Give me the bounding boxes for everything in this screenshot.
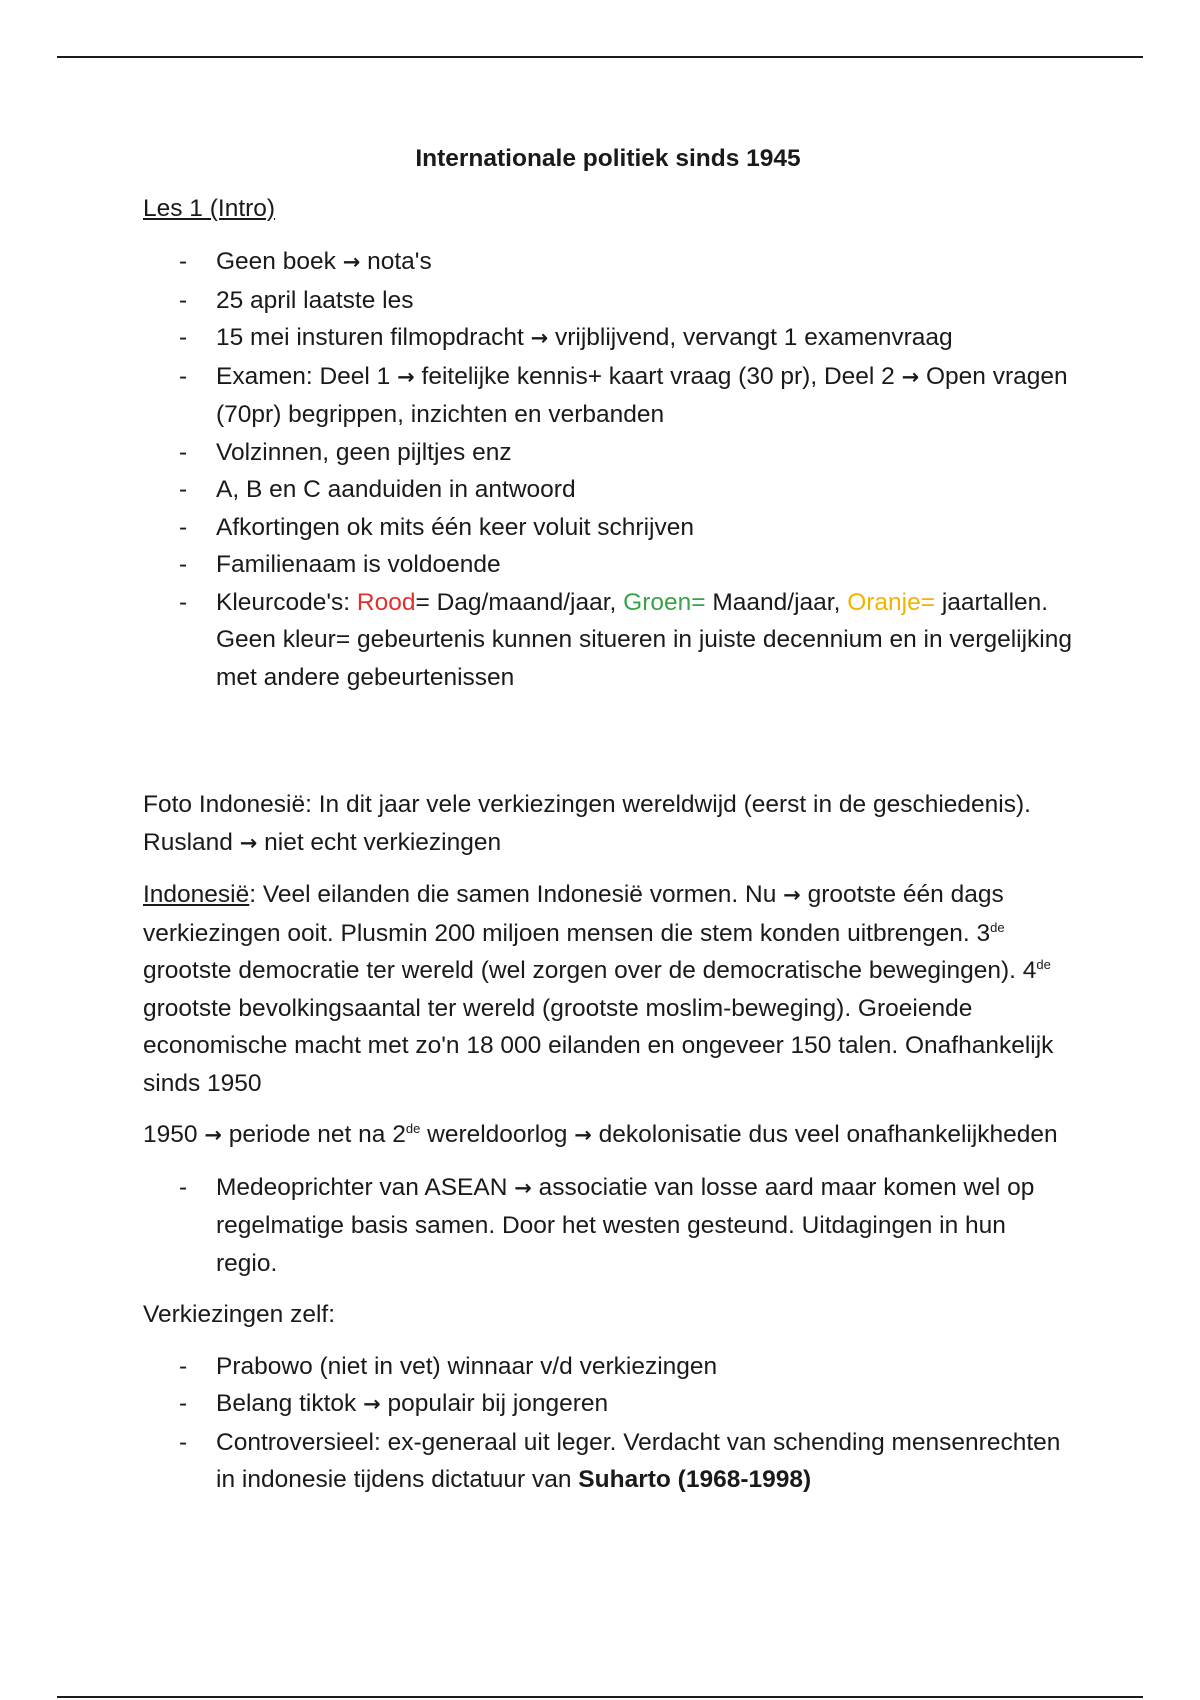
list-item: - Medeoprichter van ASEAN → associatie van losse aard maar komen wel op regelmatige basis samen. Door het westen gesteund. Uitdagingen in hun regio. bbox=[143, 1169, 1073, 1283]
arrow-icon: → bbox=[342, 250, 361, 274]
list-item: - 25 april laatste les bbox=[143, 282, 1073, 320]
arrow-icon: → bbox=[574, 1123, 592, 1147]
arrow-icon: → bbox=[363, 1392, 381, 1416]
arrow-icon: → bbox=[239, 830, 258, 855]
foto-paragraph: Foto Indonesië: In dit jaar vele verkiezingen wereldwijd (eerst in de geschiedenis). Rusland → niet echt verkiezingen bbox=[143, 791, 1031, 856]
asean-list bbox=[143, 1169, 1073, 1283]
arrow-icon: → bbox=[530, 326, 549, 350]
document-title: Internationale politiek sinds 1945 bbox=[415, 145, 801, 172]
dash-bullet: - bbox=[179, 588, 188, 616]
dash-bullet: - bbox=[179, 324, 188, 351]
lesson-heading: Les 1 (Intro) bbox=[143, 194, 276, 222]
list-item: - Belang tiktok → populair bij jongeren bbox=[143, 1385, 1073, 1424]
intro-list bbox=[143, 243, 1073, 696]
dash-bullet: - bbox=[179, 551, 188, 578]
dash-bullet: - bbox=[179, 438, 188, 466]
color-label-green: Groen= bbox=[623, 588, 706, 616]
dash-bullet: - bbox=[179, 1352, 188, 1380]
dash-bullet: - bbox=[179, 286, 188, 314]
list-item: - 15 mei insturen filmopdracht → vrijblijvend, vervangt 1 examenvraag bbox=[143, 319, 1073, 358]
document-body bbox=[143, 140, 1073, 1513]
indonesie-paragraph: Indonesië: Veel eilanden die samen Indonesië vormen. Nu → grootste één dags verkiezingen ooit. Plusmin 200 miljoen mensen die stem konden uitbrengen. 3de grootste democratie ter wereld (wel zorgen over de democratische bewegingen). 4de grootste bevolkingsaantal ter wereld (grootste moslim-beweging). Groeiende economische macht met zo'n 18 000 eilanden en ongeveer 150 talen. Onafhankelijk sinds 1950 bbox=[143, 881, 1054, 1097]
list-item: - Examen: Deel 1 → feitelijke kennis+ kaart vraag (30 pr), Deel 2 → Open vragen (70pr) begrippen, inzichten en verbanden bbox=[143, 358, 1073, 434]
arrow-icon: → bbox=[397, 364, 415, 389]
footer-rule bbox=[57, 1696, 1143, 1698]
indonesie-label: Indonesië bbox=[143, 881, 250, 908]
dash-bullet: - bbox=[179, 1390, 188, 1417]
dash-bullet: - bbox=[179, 513, 188, 541]
list-item: - Prabowo (niet in vet) winnaar v/d verkiezingen bbox=[143, 1348, 1073, 1386]
list-item: - Volzinnen, geen pijltjes enz bbox=[143, 434, 1073, 472]
dash-bullet: - bbox=[179, 476, 188, 503]
dash-bullet: - bbox=[179, 1428, 188, 1456]
list-item: - Controversieel: ex-generaal uit leger. Verdacht van schending mensenrechten in indonesie tijdens dictatuur van Suharto (1968-1998) bbox=[143, 1424, 1073, 1499]
dash-bullet: - bbox=[179, 362, 188, 390]
list-item: - Familienaam is voldoende bbox=[143, 546, 1073, 584]
arrow-icon: → bbox=[204, 1123, 222, 1147]
arrow-icon: → bbox=[783, 883, 801, 907]
arrow-icon: → bbox=[514, 1175, 532, 1200]
elections-list bbox=[143, 1348, 1073, 1499]
paragraph-1950: 1950 → periode net na 2de wereldoorlog → dekolonisatie dus veel onafhankelijkheden bbox=[143, 1121, 1058, 1148]
color-label-red: Rood bbox=[356, 588, 416, 616]
elections-heading: Verkiezingen zelf: bbox=[143, 1301, 336, 1328]
list-item: - Afkortingen ok mits één keer voluit schrijven bbox=[143, 509, 1073, 547]
list-item: - Geen boek → nota's bbox=[143, 243, 1073, 282]
suharto-bold: Suharto (1968-1998) bbox=[578, 1466, 812, 1493]
list-item-colorcode: - Kleurcode's: Rood= Dag/maand/jaar, Groen= Maand/jaar, Oranje= jaartallen. Geen kleur= gebeurtenis kunnen situeren in juiste decennium en in vergelijking met andere gebeurtenissen bbox=[143, 584, 1073, 697]
spacer bbox=[143, 710, 1073, 786]
arrow-icon: → bbox=[901, 364, 920, 389]
list-item: - A, B en C aanduiden in antwoord bbox=[143, 471, 1073, 509]
dash-bullet: - bbox=[179, 248, 188, 275]
dash-bullet: - bbox=[179, 1173, 188, 1201]
color-label-orange: Oranje= bbox=[847, 588, 936, 616]
header-rule bbox=[57, 56, 1143, 58]
